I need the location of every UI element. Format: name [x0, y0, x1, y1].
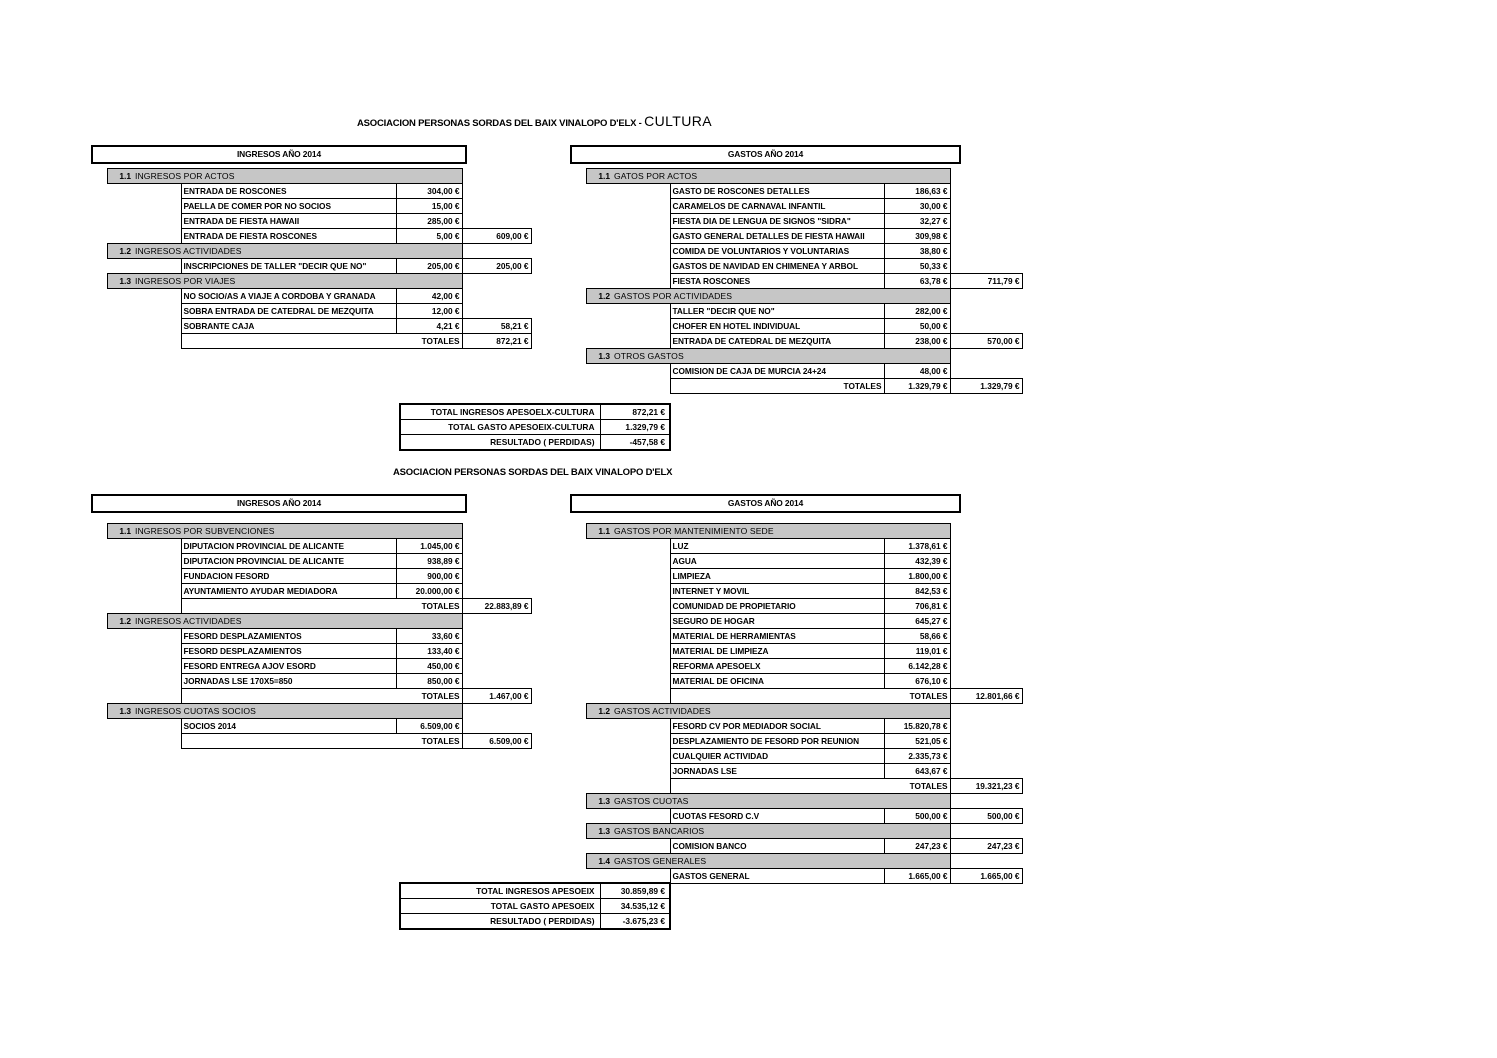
item-label: GASTOS GENERAL	[670, 869, 884, 884]
table-row	[570, 199, 1022, 214]
item-label: ENTRADA DE FIESTA ROSCONES	[181, 229, 396, 244]
item-label: CUOTAS FESORD C.V	[670, 809, 884, 824]
item-label: LIMPIEZA	[670, 569, 884, 584]
section-name: INGRESOS POR ACTOS	[133, 169, 462, 184]
item-label: CARAMELOS DE CARNAVAL INFANTIL	[670, 199, 884, 214]
summary-row	[400, 914, 670, 930]
section2-expenses-banner: GASTOS AÑO 2014	[570, 494, 961, 513]
section-number: 1.3	[107, 274, 133, 289]
section-number: 1.1	[107, 169, 133, 184]
totals-row	[570, 379, 1022, 394]
table-row	[91, 554, 531, 569]
item-label: CUALQUIER ACTIVIDAD	[670, 749, 884, 764]
group-subtotal: 1.665,00 €	[950, 869, 1022, 884]
section-name: GASTOS ACTIVIDADES	[612, 704, 950, 719]
item-label: AGUA	[670, 554, 884, 569]
section-header-row	[570, 289, 1022, 304]
table-row	[91, 644, 531, 659]
summary-row	[400, 435, 670, 451]
section-header-row	[91, 244, 531, 259]
section1-income-banner: INGRESOS AÑO 2014	[91, 145, 467, 164]
section-name: OTROS GASTOS	[612, 349, 950, 364]
section-name: INGRESOS ACTIVIDADES	[133, 244, 462, 259]
section-name: INGRESOS POR VIAJES	[133, 274, 462, 289]
item-amount: 1.665,00 €	[884, 869, 950, 884]
table-row	[570, 734, 1022, 749]
summary-value: 872,21 €	[600, 404, 670, 420]
item-amount: 6.142,28 €	[884, 659, 950, 674]
table-row	[570, 674, 1022, 689]
totals-value: 6.509,00 €	[462, 734, 531, 749]
section2-income-banner: INGRESOS AÑO 2014	[91, 494, 467, 513]
item-amount: 33,60 €	[396, 629, 462, 644]
section-name: INGRESOS CUOTAS SOCIOS	[133, 704, 462, 719]
item-amount: 1.800,00 €	[884, 569, 950, 584]
item-label: MATERIAL DE OFICINA	[670, 674, 884, 689]
item-label: SOBRANTE CAJA	[181, 319, 396, 334]
item-amount: 58,66 €	[884, 629, 950, 644]
item-label: MATERIAL DE HERRAMIENTAS	[670, 629, 884, 644]
totals-value: 12.801,66 €	[950, 689, 1022, 704]
item-label: DIPUTACION PROVINCIAL DE ALICANTE	[181, 539, 396, 554]
section-number: 1.3	[586, 824, 612, 839]
item-label: CHOFER EN HOTEL INDIVIDUAL	[670, 319, 884, 334]
summary-label: TOTAL GASTO APESOEIX-CULTURA	[400, 420, 600, 435]
section1-title-main: ASOCIACION PERSONAS SORDAS DEL BAIX VINALOPO D'ELX -	[357, 118, 642, 129]
item-amount: 2.335,73 €	[884, 749, 950, 764]
item-label: DIPUTACION PROVINCIAL DE ALICANTE	[181, 554, 396, 569]
table-row	[570, 599, 1022, 614]
section2-expenses-body	[570, 524, 1022, 884]
item-label: MATERIAL DE LIMPIEZA	[670, 644, 884, 659]
section1-title-suffix: CULTURA	[644, 113, 712, 129]
item-label: GASTO DE ROSCONES DETALLES	[670, 184, 884, 199]
item-label: DESPLAZAMIENTO DE FESORD POR REUNION	[670, 734, 884, 749]
item-amount: 12,00 €	[396, 304, 462, 319]
item-label: COMISION DE CAJA DE MURCIA 24+24	[670, 364, 884, 379]
item-label: JORNADAS LSE	[670, 764, 884, 779]
section1-expenses-banner: GASTOS AÑO 2014	[570, 145, 961, 164]
table-row	[91, 214, 531, 229]
section2-summary-box	[399, 882, 671, 930]
item-label: FESORD DESPLAZAMIENTOS	[181, 629, 396, 644]
item-label: SOCIOS 2014	[181, 719, 396, 734]
table-row	[91, 629, 531, 644]
item-amount: 48,00 €	[884, 364, 950, 379]
section1-expenses-table	[570, 168, 1023, 394]
item-amount: 842,53 €	[884, 584, 950, 599]
item-amount: 133,40 €	[396, 644, 462, 659]
table-row	[91, 199, 531, 214]
item-label: FIESTA ROSCONES	[670, 274, 884, 289]
item-amount: 676,10 €	[884, 674, 950, 689]
totals-row	[570, 779, 1022, 794]
section-number: 1.4	[586, 854, 612, 869]
item-amount: 938,89 €	[396, 554, 462, 569]
item-label: ENTRADA DE FIESTA HAWAII	[181, 214, 396, 229]
table-row	[91, 259, 531, 274]
section2-income-table	[91, 523, 532, 749]
table-row	[91, 319, 531, 334]
item-amount: 247,23 €	[884, 839, 950, 854]
section-number: 1.3	[586, 349, 612, 364]
totals-subtotal: 1.329,79 €	[950, 379, 1022, 394]
item-label: PAELLA DE COMER POR NO SOCIOS	[181, 199, 396, 214]
section2-income-body	[91, 524, 531, 749]
table-row	[91, 539, 531, 554]
summary-value: 30.859,89 €	[600, 883, 670, 899]
section-header-row	[91, 274, 531, 289]
section-name: GATOS POR ACTOS	[612, 169, 950, 184]
item-amount: 6.509,00 €	[396, 719, 462, 734]
table-row	[570, 244, 1022, 259]
item-amount: 645,27 €	[884, 614, 950, 629]
item-amount: 285,00 €	[396, 214, 462, 229]
table-row	[570, 719, 1022, 734]
group-subtotal: 247,23 €	[950, 839, 1022, 854]
item-label: JORNADAS LSE 170X5=850	[181, 674, 396, 689]
item-label: ENTRADA DE ROSCONES	[181, 184, 396, 199]
item-amount: 4,21 €	[396, 319, 462, 334]
summary-label: RESULTADO ( PERDIDAS)	[400, 914, 600, 930]
summary-row	[400, 899, 670, 914]
item-amount: 186,63 €	[884, 184, 950, 199]
section-name: INGRESOS POR SUBVENCIONES	[133, 524, 462, 539]
section1-summary-box	[399, 403, 671, 451]
section-header-row	[570, 854, 1022, 869]
section-number: 1.1	[586, 524, 612, 539]
section-header-row	[570, 349, 1022, 364]
table-row	[570, 539, 1022, 554]
section1-income-body	[91, 169, 531, 349]
summary-value: -3.675,23 €	[600, 914, 670, 930]
section2-title	[393, 467, 672, 478]
section-name: GASTOS POR MANTENIMIENTO SEDE	[612, 524, 950, 539]
totals-value: 872,21 €	[462, 334, 531, 349]
item-label: LUZ	[670, 539, 884, 554]
totals-row	[91, 334, 531, 349]
item-amount: 50,33 €	[884, 259, 950, 274]
table-row	[570, 569, 1022, 584]
table-row	[91, 719, 531, 734]
item-amount: 205,00 €	[396, 259, 462, 274]
section1-income-table	[91, 168, 532, 349]
item-amount: 1.045,00 €	[396, 539, 462, 554]
section-header-row	[91, 704, 531, 719]
item-label: AYUNTAMIENTO AYUDAR MEDIADORA	[181, 584, 396, 599]
item-label: INSCRIPCIONES DE TALLER "DECIR QUE NO"	[181, 259, 396, 274]
item-amount: 15,00 €	[396, 199, 462, 214]
table-row	[570, 319, 1022, 334]
item-label: FESORD CV POR MEDIADOR SOCIAL	[670, 719, 884, 734]
totals-row	[570, 689, 1022, 704]
item-amount: 1.378,61 €	[884, 539, 950, 554]
item-label: TALLER "DECIR QUE NO"	[670, 304, 884, 319]
table-row	[91, 659, 531, 674]
summary-row	[400, 420, 670, 435]
item-amount: 643,67 €	[884, 764, 950, 779]
section-number: 1.3	[107, 704, 133, 719]
table-row	[570, 229, 1022, 244]
section-number: 1.2	[586, 704, 612, 719]
table-row	[91, 674, 531, 689]
item-amount: 238,00 €	[884, 334, 950, 349]
group-subtotal: 570,00 €	[950, 334, 1022, 349]
section-number: 1.1	[107, 524, 133, 539]
item-amount: 706,81 €	[884, 599, 950, 614]
totals-label: TOTALES	[181, 689, 462, 704]
totals-label: TOTALES	[670, 689, 950, 704]
item-label: COMISION BANCO	[670, 839, 884, 854]
summary-label: TOTAL GASTO APESOEIX	[400, 899, 600, 914]
group-subtotal: 500,00 €	[950, 809, 1022, 824]
table-row	[570, 274, 1022, 289]
table-row	[570, 839, 1022, 854]
section-name: GASTOS GENERALES	[612, 854, 950, 869]
section-header-row	[91, 169, 531, 184]
group-subtotal: 609,00 €	[462, 229, 531, 244]
item-amount: 900,00 €	[396, 569, 462, 584]
table-row	[570, 214, 1022, 229]
totals-row	[91, 734, 531, 749]
group-subtotal: 711,79 €	[950, 274, 1022, 289]
section-header-row	[570, 824, 1022, 839]
item-amount: 309,98 €	[884, 229, 950, 244]
item-amount: 38,80 €	[884, 244, 950, 259]
summary-label: TOTAL INGRESOS APESOELX-CULTURA	[400, 404, 600, 420]
item-amount: 500,00 €	[884, 809, 950, 824]
totals-label: TOTALES	[181, 734, 462, 749]
totals-row	[91, 599, 531, 614]
section2-title-main: ASOCIACION PERSONAS SORDAS DEL BAIX VINALOPO D'ELX	[393, 467, 673, 478]
item-label: GASTOS DE NAVIDAD EN CHIMENEA Y ARBOL	[670, 259, 884, 274]
totals-label: TOTALES	[181, 599, 462, 614]
section-name: INGRESOS ACTIVIDADES	[133, 614, 462, 629]
item-amount: 63,78 €	[884, 274, 950, 289]
section-number: 1.2	[107, 614, 133, 629]
table-row	[570, 764, 1022, 779]
item-label: ENTRADA DE CATEDRAL DE MEZQUITA	[670, 334, 884, 349]
table-row	[91, 584, 531, 599]
totals-value: 1.467,00 €	[462, 689, 531, 704]
table-row	[91, 184, 531, 199]
table-row	[91, 304, 531, 319]
item-label: COMUNIDAD DE PROPIETARIO	[670, 599, 884, 614]
item-label: NO SOCIO/AS A VIAJE A CORDOBA Y GRANADA	[181, 289, 396, 304]
table-row	[570, 304, 1022, 319]
section-number: 1.1	[586, 169, 612, 184]
group-subtotal: 205,00 €	[462, 259, 531, 274]
table-row	[570, 749, 1022, 764]
table-row	[570, 554, 1022, 569]
section2-expenses-table	[570, 523, 1023, 884]
table-row	[91, 569, 531, 584]
totals-row	[91, 689, 531, 704]
section-header-row	[570, 169, 1022, 184]
item-label: SOBRA ENTRADA DE CATEDRAL DE MEZQUITA	[181, 304, 396, 319]
item-label: FUNDACION FESORD	[181, 569, 396, 584]
section-number: 1.2	[586, 289, 612, 304]
section-header-row	[91, 614, 531, 629]
section-name: GASTOS POR ACTIVIDADES	[612, 289, 950, 304]
section-header-row	[570, 704, 1022, 719]
item-amount: 304,00 €	[396, 184, 462, 199]
section-header-row	[570, 794, 1022, 809]
summary-value: 1.329,79 €	[600, 420, 670, 435]
item-label: FESORD ENTREGA AJOV ESORD	[181, 659, 396, 674]
totals-value: 19.321,23 €	[950, 779, 1022, 794]
item-amount: 30,00 €	[884, 199, 950, 214]
totals-label: TOTALES	[670, 779, 950, 794]
item-amount: 432,39 €	[884, 554, 950, 569]
table-row	[570, 184, 1022, 199]
item-label: FIESTA DIA DE LENGUA DE SIGNOS "SIDRA"	[670, 214, 884, 229]
item-label: COMIDA DE VOLUNTARIOS Y VOLUNTARIAS	[670, 244, 884, 259]
section-number: 1.3	[586, 794, 612, 809]
table-row	[570, 629, 1022, 644]
table-row	[570, 334, 1022, 349]
totals-value: 1.329,79 €	[884, 379, 950, 394]
table-row	[91, 289, 531, 304]
table-row	[570, 584, 1022, 599]
section-name: GASTOS CUOTAS	[612, 794, 950, 809]
table-row	[570, 364, 1022, 379]
summary-row	[400, 404, 670, 420]
summary-value: -457,58 €	[600, 435, 670, 451]
section-header-row	[570, 524, 1022, 539]
summary-label: TOTAL INGRESOS APESOEIX	[400, 883, 600, 899]
item-amount: 20.000,00 €	[396, 584, 462, 599]
table-row	[570, 644, 1022, 659]
item-amount: 450,00 €	[396, 659, 462, 674]
section1-title	[357, 113, 712, 129]
item-amount: 282,00 €	[884, 304, 950, 319]
group-subtotal: 58,21 €	[462, 319, 531, 334]
table-row	[570, 659, 1022, 674]
item-label: INTERNET Y MOVIL	[670, 584, 884, 599]
item-amount: 50,00 €	[884, 319, 950, 334]
item-amount: 850,00 €	[396, 674, 462, 689]
totals-value: 22.883,89 €	[462, 599, 531, 614]
section1-expenses-body	[570, 169, 1022, 394]
item-amount: 42,00 €	[396, 289, 462, 304]
summary-row	[400, 883, 670, 899]
section-header-row	[91, 524, 531, 539]
section-name: GASTOS BANCARIOS	[612, 824, 950, 839]
totals-label: TOTALES	[181, 334, 462, 349]
item-amount: 119,01 €	[884, 644, 950, 659]
section-number: 1.2	[107, 244, 133, 259]
item-amount: 32,27 €	[884, 214, 950, 229]
item-label: FESORD DESPLAZAMIENTOS	[181, 644, 396, 659]
totals-label: TOTALES	[670, 379, 884, 394]
table-row	[570, 809, 1022, 824]
item-amount: 5,00 €	[396, 229, 462, 244]
item-label: GASTO GENERAL DETALLES DE FIESTA HAWAII	[670, 229, 884, 244]
item-amount: 15.820,78 €	[884, 719, 950, 734]
summary-value: 34.535,12 €	[600, 899, 670, 914]
item-label: SEGURO DE HOGAR	[670, 614, 884, 629]
table-row	[570, 259, 1022, 274]
summary-label: RESULTADO ( PERDIDAS)	[400, 435, 600, 451]
table-row	[570, 614, 1022, 629]
item-label: REFORMA APESOELX	[670, 659, 884, 674]
item-amount: 521,05 €	[884, 734, 950, 749]
table-row	[91, 229, 531, 244]
